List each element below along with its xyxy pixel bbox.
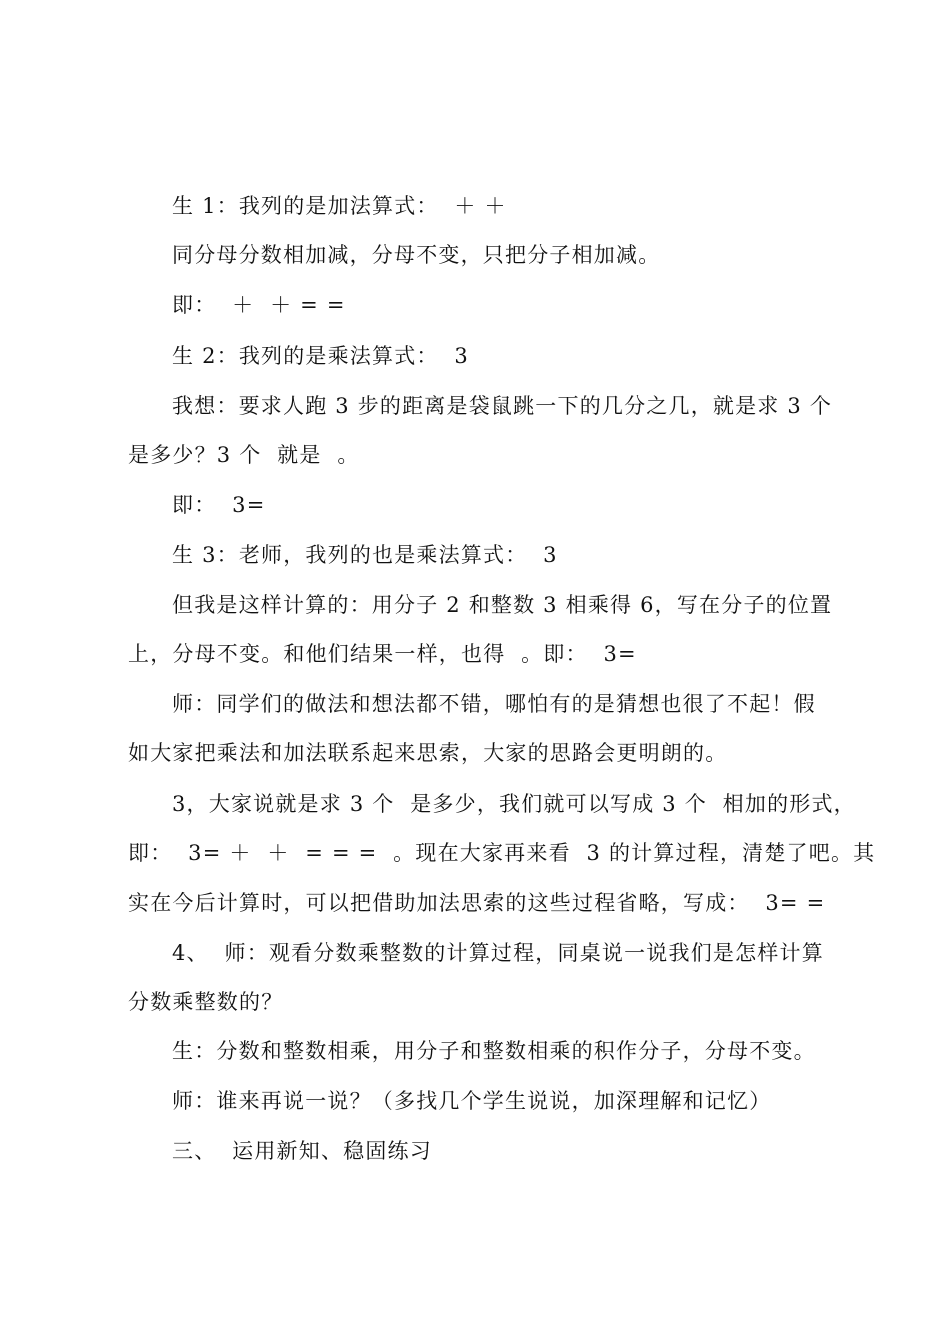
- text-line: 4、 师：观看分数乘整数的计算过程，同桌说一说我们是怎样计算: [172, 941, 824, 965]
- text-line: 如大家把乘法和加法联系起来思索，大家的思路会更明朗的。: [128, 741, 728, 765]
- text-line: 即： ＋ ＋ = =: [172, 293, 346, 317]
- text-line: 3，大家说就是求 3 个 是多少，我们就可以写成 3 个 相加的形式，: [172, 792, 856, 816]
- text-line: 我想：要求人跑 3 步的距离是袋鼠跳一下的几分之几，就是求 3 个: [172, 394, 833, 418]
- text-line: 师：同学们的做法和想法都不错，哪怕有的是猜想也很了不起！假: [172, 692, 816, 716]
- text-line: 即： 3=: [172, 493, 266, 517]
- section-heading: 三、 运用新知、稳固练习: [172, 1139, 432, 1163]
- text-line: 生 2：我列的是乘法算式： 3: [172, 344, 469, 368]
- text-line: 师：谁来再说一说？（多找几个学生说说，加深理解和记忆）: [172, 1089, 772, 1113]
- text-line: 即： 3= ＋ ＋ = = = 。现在大家再来看 3 的计算过程，清楚了吧。其: [128, 841, 876, 865]
- text-line: 上，分母不变。和他们结果一样，也得 。即： 3=: [128, 642, 637, 666]
- text-line: 生 1：我列的是加法算式： ＋ ＋: [172, 194, 507, 218]
- text-line: 同分母分数相加减，分母不变，只把分子相加减。: [172, 243, 661, 267]
- text-line: 但我是这样计算的：用分子 2 和整数 3 相乘得 6，写在分子的位置: [172, 593, 833, 617]
- text-line: 是多少？3 个 就是 。: [128, 443, 360, 467]
- text-line: 实在今后计算时，可以把借助加法思索的这些过程省略，写成： 3= =: [128, 891, 826, 915]
- text-line: 生 3：老师，我列的也是乘法算式： 3: [172, 543, 558, 567]
- text-line: 分数乘整数的？: [128, 990, 284, 1014]
- text-line: 生：分数和整数相乘，用分子和整数相乘的积作分子，分母不变。: [172, 1039, 816, 1063]
